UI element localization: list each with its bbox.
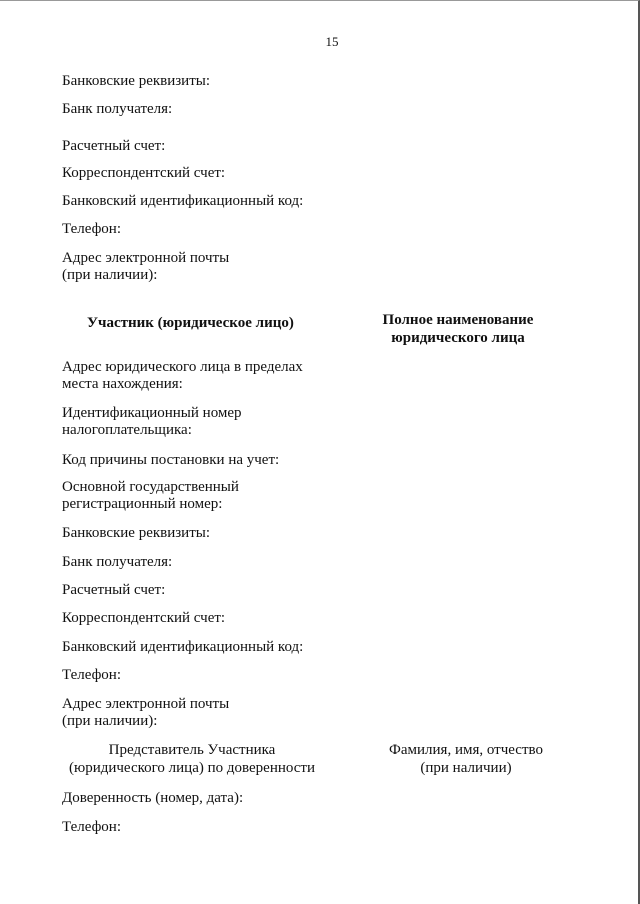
participant-heading: Участник (юридическое лицо) xyxy=(87,315,294,331)
representative-phone-label: Телефон: xyxy=(62,819,121,835)
settlement-account-label: Расчетный счет: xyxy=(62,138,166,154)
bank-details-label: Банковские реквизиты: xyxy=(62,73,211,89)
participant-bank-details-label: Банковские реквизиты: xyxy=(62,525,211,541)
participant-settlement-account-label: Расчетный счет: xyxy=(62,582,166,598)
full-name-heading-line2: юридического лица xyxy=(391,330,525,346)
inn-label-line2: налогоплательщика: xyxy=(62,422,192,438)
email-label-line1: Адрес электронной почты xyxy=(62,250,230,266)
full-name-heading-line1: Полное наименование xyxy=(382,312,534,328)
bik-label: Банковский идентификационный код: xyxy=(62,193,304,209)
fio-label-line1: Фамилия, имя, отчество xyxy=(389,742,543,758)
participant-email-label-line2: (при наличии): xyxy=(62,713,158,729)
ogrn-label-line1: Основной государственный xyxy=(62,479,239,495)
participant-phone-label: Телефон: xyxy=(62,667,121,683)
page-number: 15 xyxy=(325,34,339,49)
email-label-line2: (при наличии): xyxy=(62,267,158,283)
participant-correspondent-account-label: Корреспондентский счет: xyxy=(62,610,226,626)
correspondent-account-label: Корреспондентский счет: xyxy=(62,165,226,181)
representative-title-line1: Представитель Участника xyxy=(108,742,276,758)
kpp-label: Код причины постановки на учет: xyxy=(62,452,280,468)
representative-title-line2: (юридического лица) по доверенности xyxy=(68,760,316,776)
participant-email-label-line1: Адрес электронной почты xyxy=(62,696,230,712)
address-label-line2: места нахождения: xyxy=(62,376,183,392)
inn-label-line1: Идентификационный номер xyxy=(62,405,242,421)
power-of-attorney-label: Доверенность (номер, дата): xyxy=(62,790,244,806)
recipient-bank-label: Банк получателя: xyxy=(62,101,173,117)
participant-bik-label: Банковский идентификационный код: xyxy=(62,639,304,655)
fio-label-line2: (при наличии) xyxy=(420,760,512,776)
address-label-line1: Адрес юридического лица в пределах xyxy=(62,359,303,375)
ogrn-label-line2: регистрационный номер: xyxy=(62,496,223,512)
phone-label: Телефон: xyxy=(62,221,121,237)
participant-recipient-bank-label: Банк получателя: xyxy=(62,554,173,570)
